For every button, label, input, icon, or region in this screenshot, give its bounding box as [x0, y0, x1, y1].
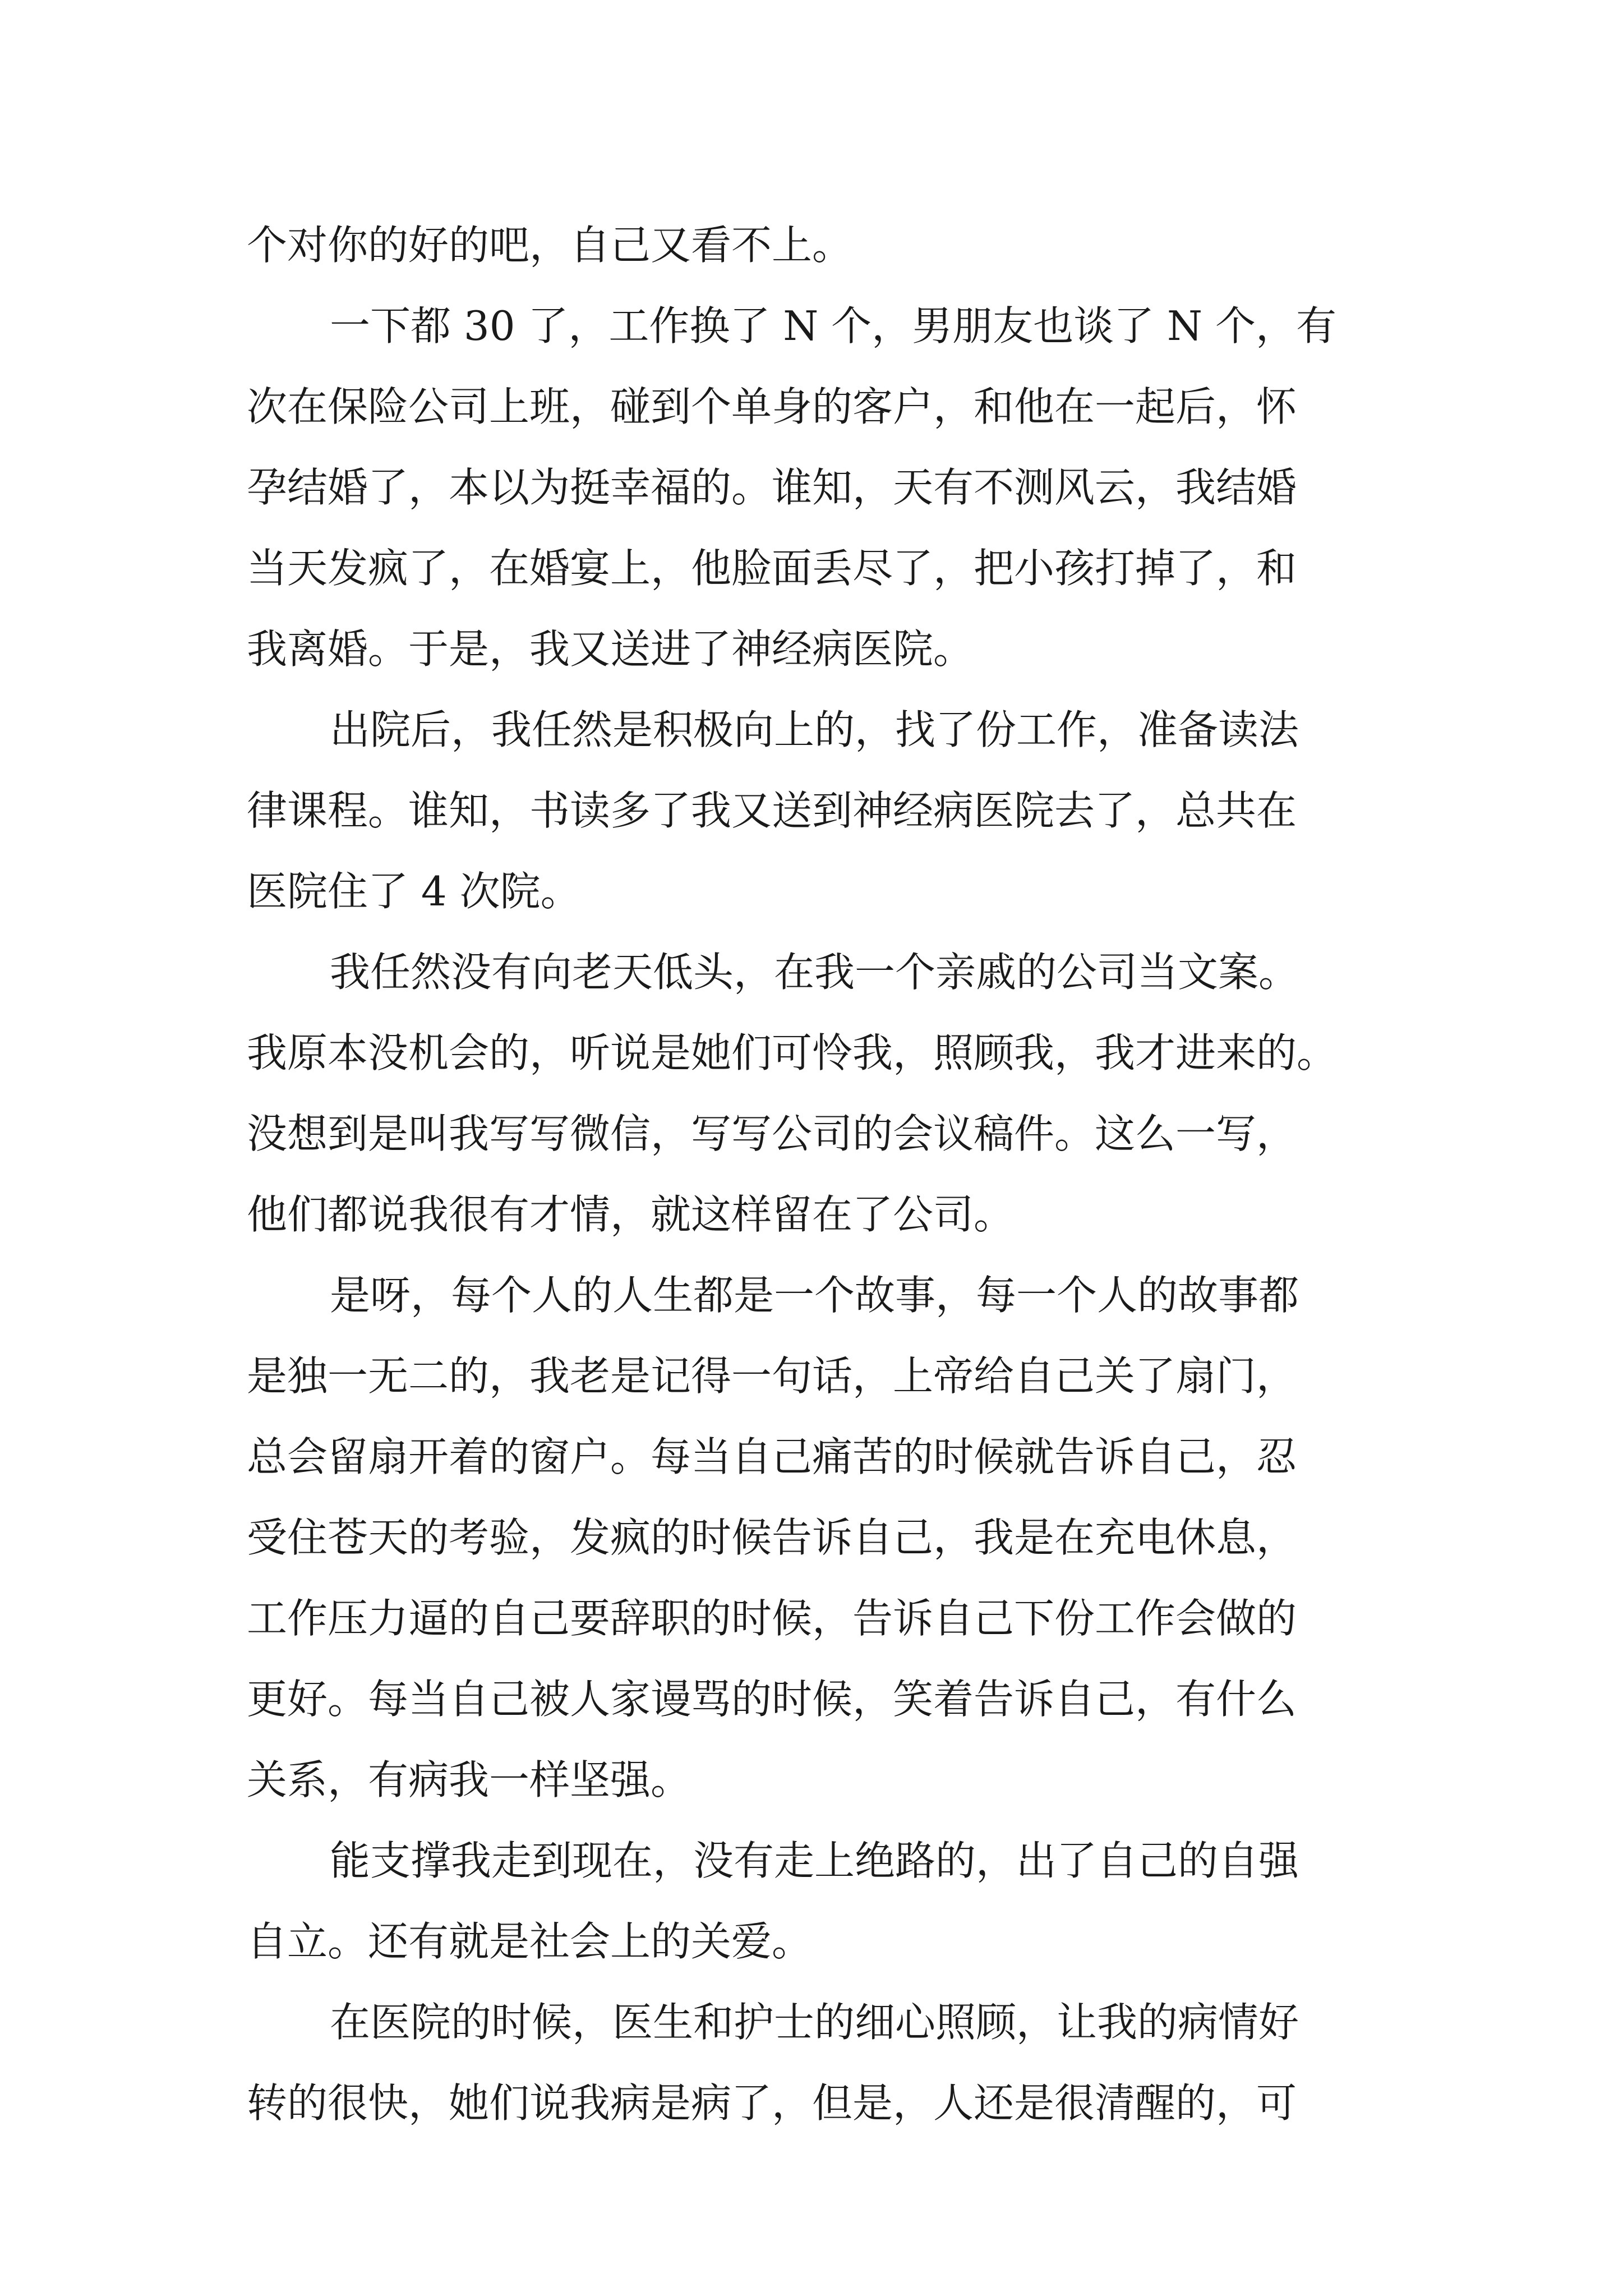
paragraph-first-line: 能支撑我走到现在，没有走上绝路的，出了自己的自强	[330, 1837, 1299, 1884]
text-line: 当天发疯了，在婚宴上，他脸面丢尽了，把小孩打掉了，和	[247, 545, 1297, 592]
text-line: 个对你的好的吧，自己又看不上。	[247, 222, 853, 269]
text-line: 医院住了 4 次院。	[247, 868, 581, 915]
text-line: 工作压力逼的自己要辞职的时候，告诉自己下份工作会做的	[247, 1595, 1297, 1642]
text-line: 转的很快，她们说我病是病了，但是，人还是很清醒的，可	[247, 2079, 1297, 2127]
text-line: 次在保险公司上班，碰到个单身的客户，和他在一起后，怀	[247, 383, 1297, 430]
text-line: 是独一无二的，我老是记得一句话，上帝给自己关了扇门，	[247, 1352, 1297, 1400]
text-line: 孕结婚了，本以为挺幸福的。谁知，天有不测风云，我结婚	[247, 464, 1297, 511]
body-text	[247, 205, 1402, 2143]
text-line: 他们都说我很有才情，就这样留在了公司。	[247, 1191, 1015, 1238]
text-line: 更好。每当自己被人家谩骂的时候，笑着告诉自己，有什么	[247, 1676, 1297, 1723]
text-line: 总会留扇开着的窗户。每当自己痛苦的时候就告诉自己，忍	[247, 1433, 1297, 1480]
paragraph-first-line: 一下都 30 了，工作换了 N 个，男朋友也谈了 N 个，有	[330, 302, 1336, 349]
text-line: 自立。还有就是社会上的关爱。	[247, 1918, 813, 1965]
paragraph-first-line: 出院后，我任然是积极向上的，找了份工作，准备读法	[330, 706, 1299, 753]
text-line: 我离婚。于是，我又送进了神经病医院。	[247, 625, 974, 673]
paragraph-first-line: 在医院的时候，医生和护士的细心照顾，让我的病情好	[330, 1999, 1299, 2046]
text-line: 没想到是叫我写写微信，写写公司的会议稿件。这么一写，	[247, 1110, 1297, 1157]
text-line: 受住苍天的考验，发疯的时候告诉自己，我是在充电休息，	[247, 1514, 1297, 1561]
text-line: 我原本没机会的，听说是她们可怜我，照顾我，我才进来的。	[247, 1029, 1338, 1076]
text-line: 关系，有病我一样坚强。	[247, 1756, 691, 1803]
paragraph-first-line: 是呀，每个人的人生都是一个故事，每一个人的故事都	[330, 1272, 1299, 1319]
text-line: 律课程。谁知，书读多了我又送到神经病医院去了，总共在	[247, 787, 1297, 834]
paragraph-first-line: 我任然没有向老天低头，在我一个亲戚的公司当文案。	[330, 949, 1299, 996]
